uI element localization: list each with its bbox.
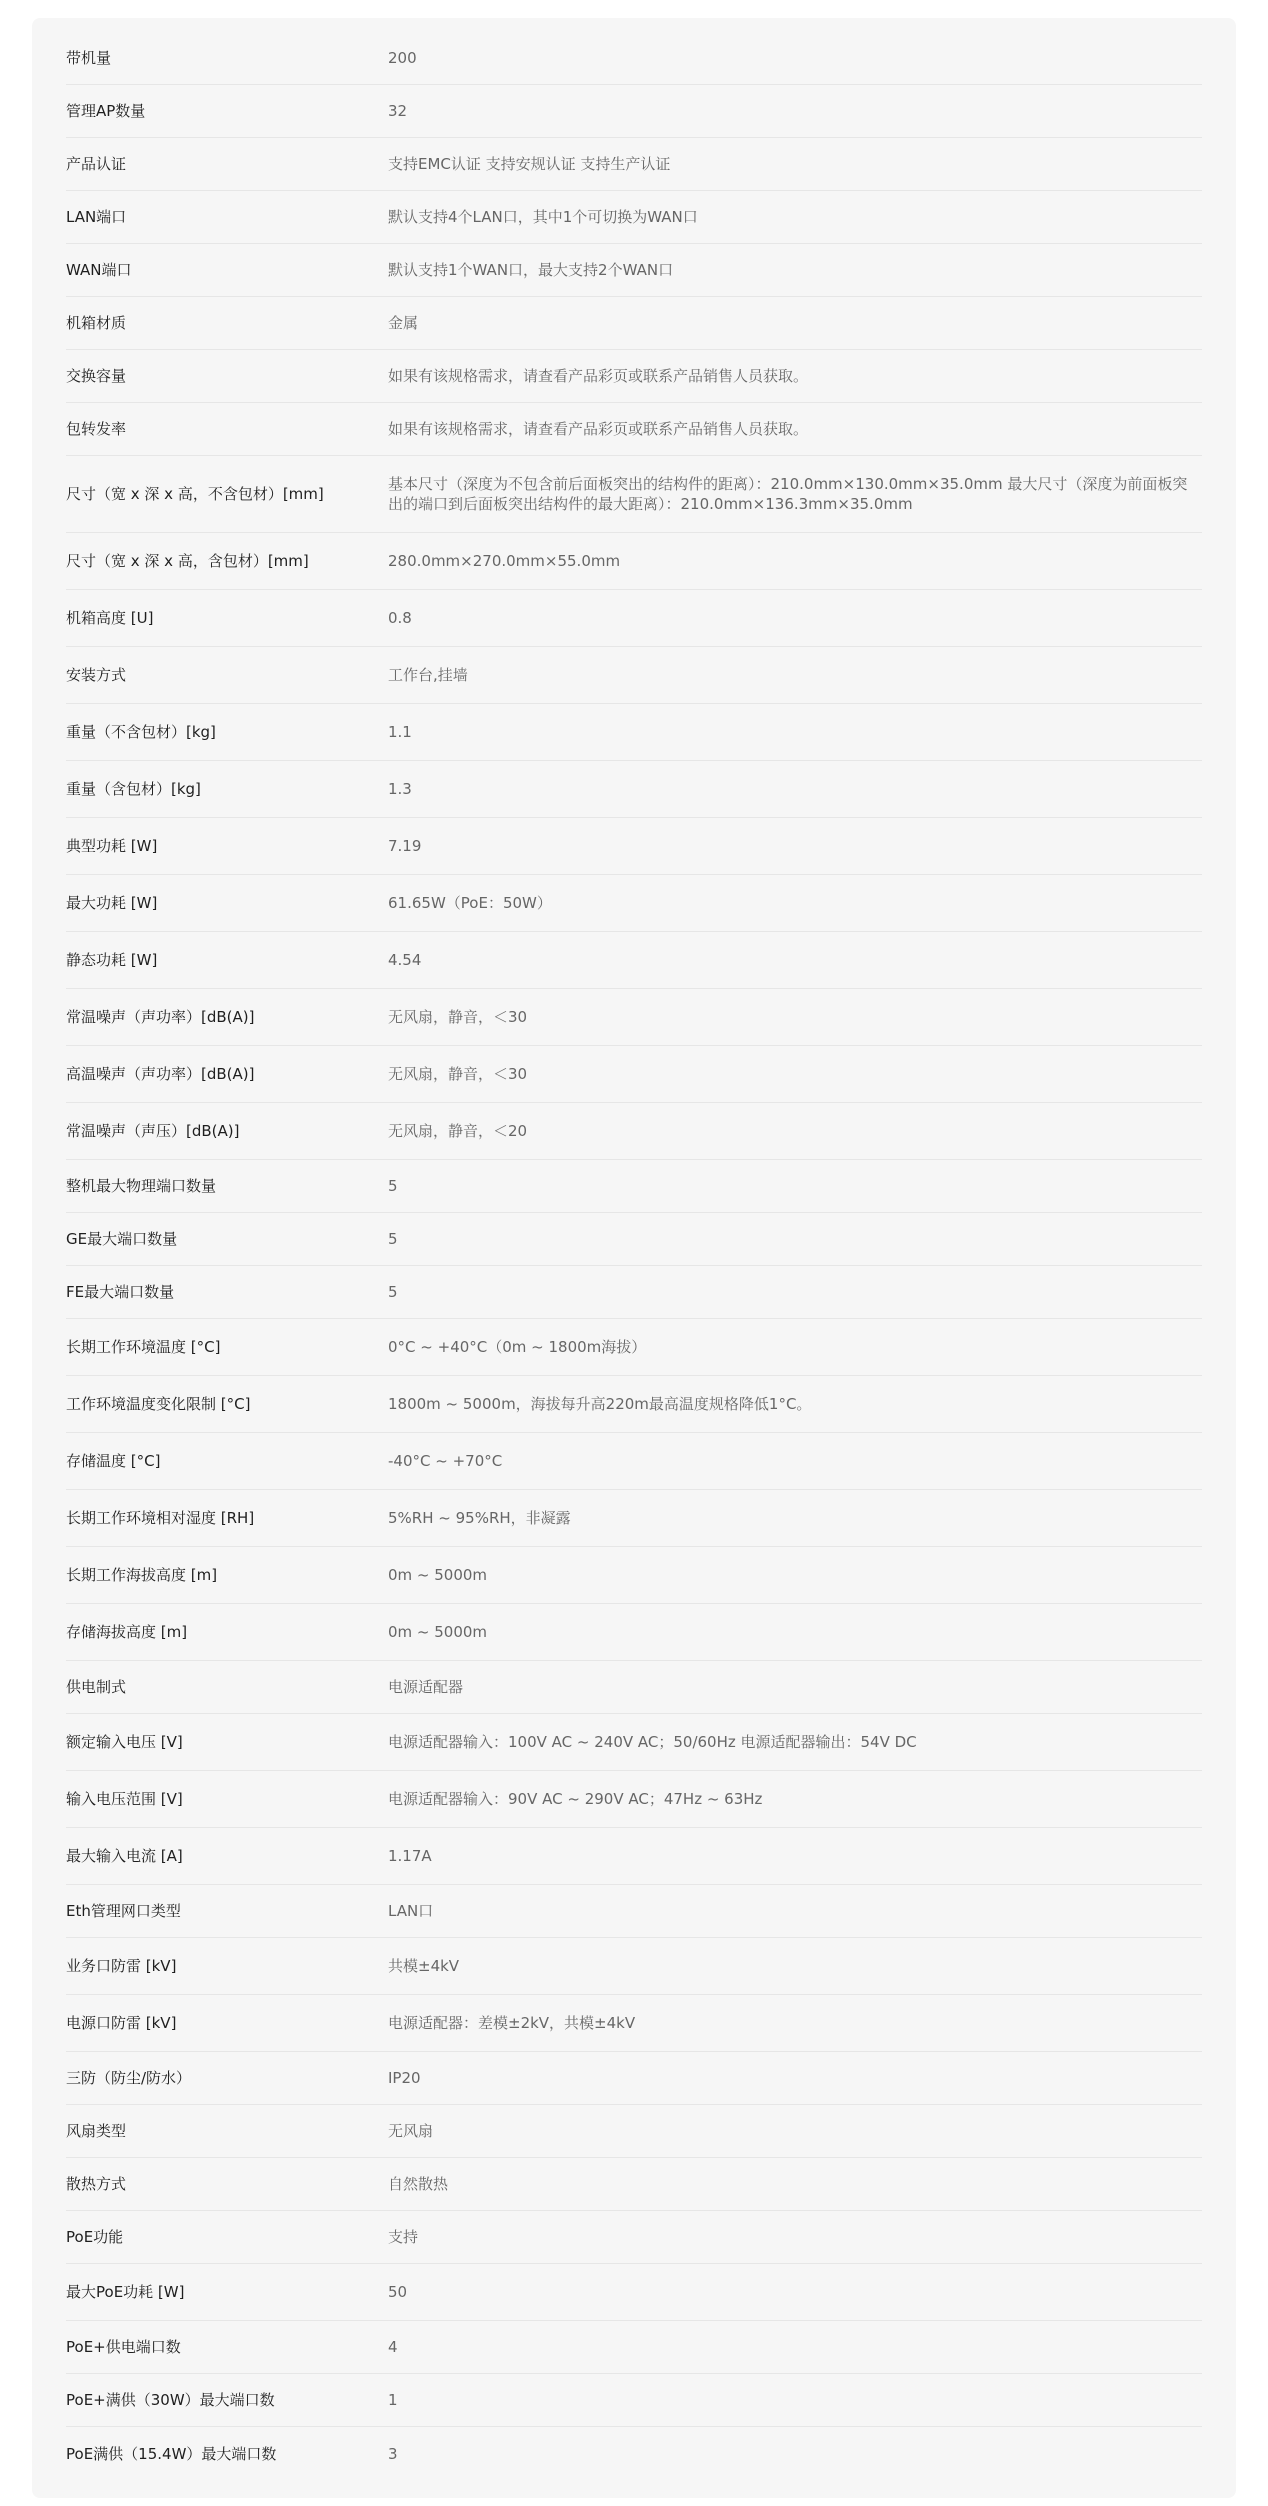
spec-row-switching-capacity (66, 350, 1202, 403)
spec-label: WAN端口 (66, 261, 132, 279)
spec-value: 5 (388, 1230, 398, 1248)
spec-label: 工作环境温度变化限制 [°C] (66, 1395, 251, 1413)
spec-row-fe-ports (66, 1266, 1202, 1319)
spec-row-temp-change-limit (66, 1376, 1202, 1433)
spec-value: 3 (388, 2444, 398, 2463)
spec-value: 自然散热 (388, 2175, 449, 2193)
spec-row-installation (66, 647, 1202, 704)
spec-value: 工作台,挂墙 (388, 666, 468, 684)
spec-label: 包转发率 (66, 420, 127, 438)
spec-value: 电源适配器输入：90V AC ~ 290V AC；47Hz ~ 63Hz (388, 1790, 763, 1808)
spec-label: 长期工作海拔高度 [m] (66, 1566, 218, 1584)
spec-label: 额定输入电压 [V] (66, 1733, 183, 1751)
spec-label: 最大PoE功耗 [W] (66, 2283, 185, 2301)
spec-row-power-port-surge (66, 1995, 1202, 2052)
spec-label: 尺寸（宽 x 深 x 高，不含包材）[mm] (66, 485, 324, 503)
spec-label: 最大功耗 [W] (66, 894, 158, 912)
spec-row-power-supply (66, 1661, 1202, 1714)
spec-value: 支持 (388, 2228, 419, 2246)
spec-value: 基本尺寸（深度为不包含前后面板突出的结构件的距离）：210.0mm×130.0mm×35.0mm 最大尺寸（深度为前面板突出的端口到后面板突出结构件的最大距离）：210.0mm×136.3mm×35.0mm (388, 475, 1188, 513)
spec-row-noise-high-power (66, 1046, 1202, 1103)
spec-label: 静态功耗 [W] (66, 951, 158, 969)
spec-value: 5 (388, 1177, 398, 1195)
spec-label: 重量（不含包材）[kg] (66, 723, 216, 741)
spec-value: 1.17A (388, 1847, 432, 1865)
spec-value: 默认支持4个LAN口，其中1个可切换为WAN口 (388, 208, 698, 226)
spec-value: 0m ~ 5000m (388, 1623, 488, 1641)
spec-label: 尺寸（宽 x 深 x 高，含包材）[mm] (66, 552, 309, 570)
spec-row-max-current (66, 1828, 1202, 1885)
spec-row-ge-ports (66, 1213, 1202, 1266)
spec-label: 三防（防尘/防水） (66, 2069, 192, 2087)
spec-label: 长期工作环境相对湿度 [RH] (66, 1509, 255, 1527)
spec-value: 1 (388, 2391, 398, 2409)
spec-row-static-power (66, 932, 1202, 989)
spec-row-protection (66, 2052, 1202, 2105)
spec-row-certification (66, 138, 1202, 191)
spec-row-typical-power (66, 818, 1202, 875)
spec-value: -40°C ~ +70°C (388, 1452, 503, 1470)
spec-value: LAN口 (388, 1902, 434, 1920)
spec-value: 电源适配器：差模±2kV，共模±4kV (388, 2014, 636, 2032)
spec-label: 存储温度 [°C] (66, 1452, 161, 1470)
spec-value: 如果有该规格需求，请查看产品彩页或联系产品销售人员获取。 (388, 420, 809, 438)
spec-row-max-physical-ports (66, 1160, 1202, 1213)
spec-label: 机箱高度 [U] (66, 609, 154, 627)
spec-label: 高温噪声（声功率）[dB(A)] (66, 1065, 255, 1083)
spec-row-weight-package (66, 761, 1202, 818)
spec-row-operating-altitude (66, 1547, 1202, 1604)
spec-label: FE最大端口数量 (66, 1283, 175, 1301)
spec-row-capacity (66, 32, 1202, 85)
spec-row-eth-mgmt-port (66, 1885, 1202, 1938)
spec-label: Eth管理网口类型 (66, 1902, 181, 1920)
spec-row-heat-dissipation (66, 2158, 1202, 2211)
spec-value: 无风扇 (388, 2122, 434, 2140)
spec-row-fan-type (66, 2105, 1202, 2158)
spec-value: 默认支持1个WAN口，最大支持2个WAN口 (388, 261, 674, 279)
spec-value: 4 (388, 2338, 398, 2356)
spec-row-forwarding-rate (66, 403, 1202, 456)
spec-label: 重量（含包材）[kg] (66, 780, 201, 798)
spec-value: 200 (388, 49, 417, 67)
spec-label: 常温噪声（声压）[dB(A)] (66, 1122, 240, 1140)
spec-label: 散热方式 (66, 2175, 127, 2193)
spec-value: IP20 (388, 2069, 421, 2087)
spec-value: 电源适配器 (388, 1678, 464, 1696)
spec-row-lan-ports (66, 191, 1202, 244)
spec-value: 无风扇，静音，＜30 (388, 1008, 528, 1026)
spec-value: 4.54 (388, 951, 422, 969)
spec-table-card (32, 18, 1236, 2498)
spec-label: 常温噪声（声功率）[dB(A)] (66, 1008, 255, 1026)
spec-label: 产品认证 (66, 155, 127, 173)
spec-row-max-power (66, 875, 1202, 932)
spec-row-poe-function (66, 2211, 1202, 2264)
spec-label: 存储海拔高度 [m] (66, 1623, 188, 1641)
spec-value: 支持EMC认证 支持安规认证 支持生产认证 (388, 155, 671, 173)
spec-label: PoE满供（15.4W）最大端口数 (66, 2444, 277, 2463)
spec-label: PoE功能 (66, 2228, 124, 2246)
spec-row-noise-normal-pressure (66, 1103, 1202, 1160)
spec-label: 供电制式 (66, 1678, 127, 1696)
spec-table (66, 32, 1202, 2480)
spec-label: 带机量 (66, 49, 112, 67)
spec-row-storage-temp (66, 1433, 1202, 1490)
spec-value: 32 (388, 102, 408, 120)
spec-label: GE最大端口数量 (66, 1230, 178, 1248)
spec-label: 交换容量 (66, 367, 127, 385)
spec-row-poe-plus-full-ports (66, 2374, 1202, 2427)
spec-label: 最大输入电流 [A] (66, 1847, 183, 1865)
spec-row-storage-altitude (66, 1604, 1202, 1661)
spec-value: 0°C ~ +40°C（0m ~ 1800m海拔） (388, 1338, 647, 1356)
spec-row-service-port-surge (66, 1938, 1202, 1995)
spec-row-weight-no-package (66, 704, 1202, 761)
spec-value: 共模±4kV (388, 1957, 460, 1975)
spec-row-dimensions-package (66, 533, 1202, 590)
spec-value: 7.19 (388, 837, 422, 855)
spec-row-dimensions-no-package (66, 456, 1202, 533)
spec-value: 金属 (388, 314, 419, 332)
spec-value: 50 (388, 2283, 408, 2301)
spec-label: LAN端口 (66, 208, 127, 226)
spec-label: 安装方式 (66, 666, 127, 684)
spec-label: 长期工作环境温度 [°C] (66, 1338, 221, 1356)
spec-row-noise-normal-power (66, 989, 1202, 1046)
spec-row-wan-ports (66, 244, 1202, 297)
spec-value: 5%RH ~ 95%RH，非凝露 (388, 1509, 571, 1527)
spec-value: 无风扇，静音，＜30 (388, 1065, 528, 1083)
spec-label: 电源口防雷 [kV] (66, 2014, 177, 2032)
spec-label: 风扇类型 (66, 2122, 127, 2140)
spec-value: 1.1 (388, 723, 412, 741)
spec-value: 电源适配器输入：100V AC ~ 240V AC；50/60Hz 电源适配器输出：54V DC (388, 1733, 917, 1751)
spec-row-voltage-range (66, 1771, 1202, 1828)
spec-value: 1.3 (388, 780, 412, 798)
spec-label: 典型功耗 [W] (66, 837, 158, 855)
spec-label: 业务口防雷 [kV] (66, 1957, 177, 1975)
spec-label: 管理AP数量 (66, 102, 146, 120)
spec-value: 如果有该规格需求，请查看产品彩页或联系产品销售人员获取。 (388, 367, 809, 385)
spec-row-poe-full-ports (66, 2427, 1202, 2480)
spec-value: 1800m ~ 5000m，海拔每升高220m最高温度规格降低1°C。 (388, 1395, 812, 1413)
spec-value: 0m ~ 5000m (388, 1566, 488, 1584)
spec-label: 整机最大物理端口数量 (66, 1177, 217, 1195)
spec-row-managed-ap (66, 85, 1202, 138)
spec-value: 280.0mm×270.0mm×55.0mm (388, 552, 621, 570)
spec-label: PoE+供电端口数 (66, 2338, 181, 2356)
spec-row-max-poe-power (66, 2264, 1202, 2321)
spec-label: PoE+满供（30W）最大端口数 (66, 2391, 275, 2409)
spec-value: 5 (388, 1283, 398, 1301)
spec-value: 61.65W（PoE：50W） (388, 894, 552, 912)
spec-row-chassis-height (66, 590, 1202, 647)
spec-value: 无风扇，静音，＜20 (388, 1122, 528, 1140)
spec-row-humidity (66, 1490, 1202, 1547)
spec-row-chassis-material (66, 297, 1202, 350)
spec-label: 机箱材质 (66, 314, 127, 332)
spec-value: 0.8 (388, 609, 412, 627)
spec-row-poe-plus-ports (66, 2321, 1202, 2374)
spec-row-operating-temp (66, 1319, 1202, 1376)
spec-label: 输入电压范围 [V] (66, 1790, 183, 1808)
spec-row-rated-voltage (66, 1714, 1202, 1771)
